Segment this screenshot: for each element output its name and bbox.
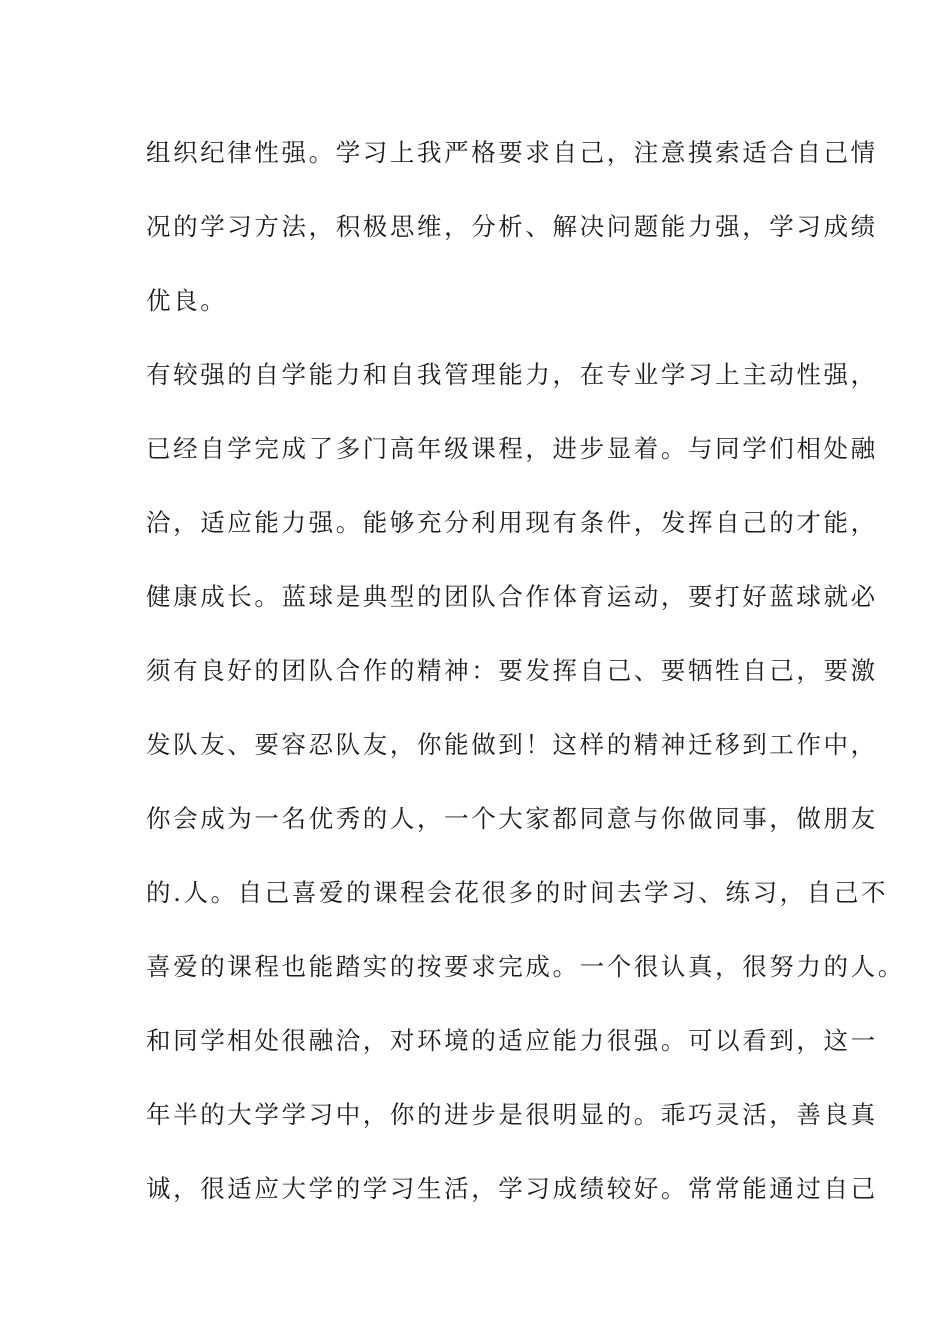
text-line: 须有良好的团队合作的精神：要发挥自己、要牺牲自己，要激 <box>146 656 878 685</box>
text-line: 有较强的自学能力和自我管理能力，在专业学习上主动性强， <box>146 360 878 389</box>
text-line: 况的学习方法，积极思维，分析、解决问题能力强，学习成绩 <box>146 212 878 241</box>
text-line: 喜爱的课程也能踏实的按要求完成。一个很认真，很努力的人。 <box>146 952 905 981</box>
text-line: 组织纪律性强。学习上我严格要求自己，注意摸索适合自己情 <box>146 138 878 167</box>
body-text <box>146 133 905 1243</box>
text-line: 和同学相处很融洽，对环境的适应能力很强。可以看到，这一 <box>146 1026 878 1055</box>
text-line: 年半的大学学习中，你的进步是很明显的。乖巧灵活，善良真 <box>146 1100 878 1129</box>
text-line: 的.人。自己喜爱的课程会花很多的时间去学习、练习，自己不 <box>146 878 889 907</box>
text-line: 优良。 <box>146 286 228 315</box>
text-line: 已经自学完成了多门高年级课程，进步显着。与同学们相处融 <box>146 434 878 463</box>
text-line: 你会成为一名优秀的人，一个大家都同意与你做同事，做朋友 <box>146 804 878 833</box>
text-line: 发队友、要容忍队友，你能做到！这样的精神迁移到工作中， <box>146 730 878 759</box>
text-line: 健康成长。蓝球是典型的团队合作体育运动，要打好蓝球就必 <box>146 582 878 611</box>
text-line: 诚，很适应大学的学习生活，学习成绩较好。常常能通过自己 <box>146 1174 878 1203</box>
text-line: 洽，适应能力强。能够充分利用现有条件，发挥自己的才能， <box>146 508 878 537</box>
